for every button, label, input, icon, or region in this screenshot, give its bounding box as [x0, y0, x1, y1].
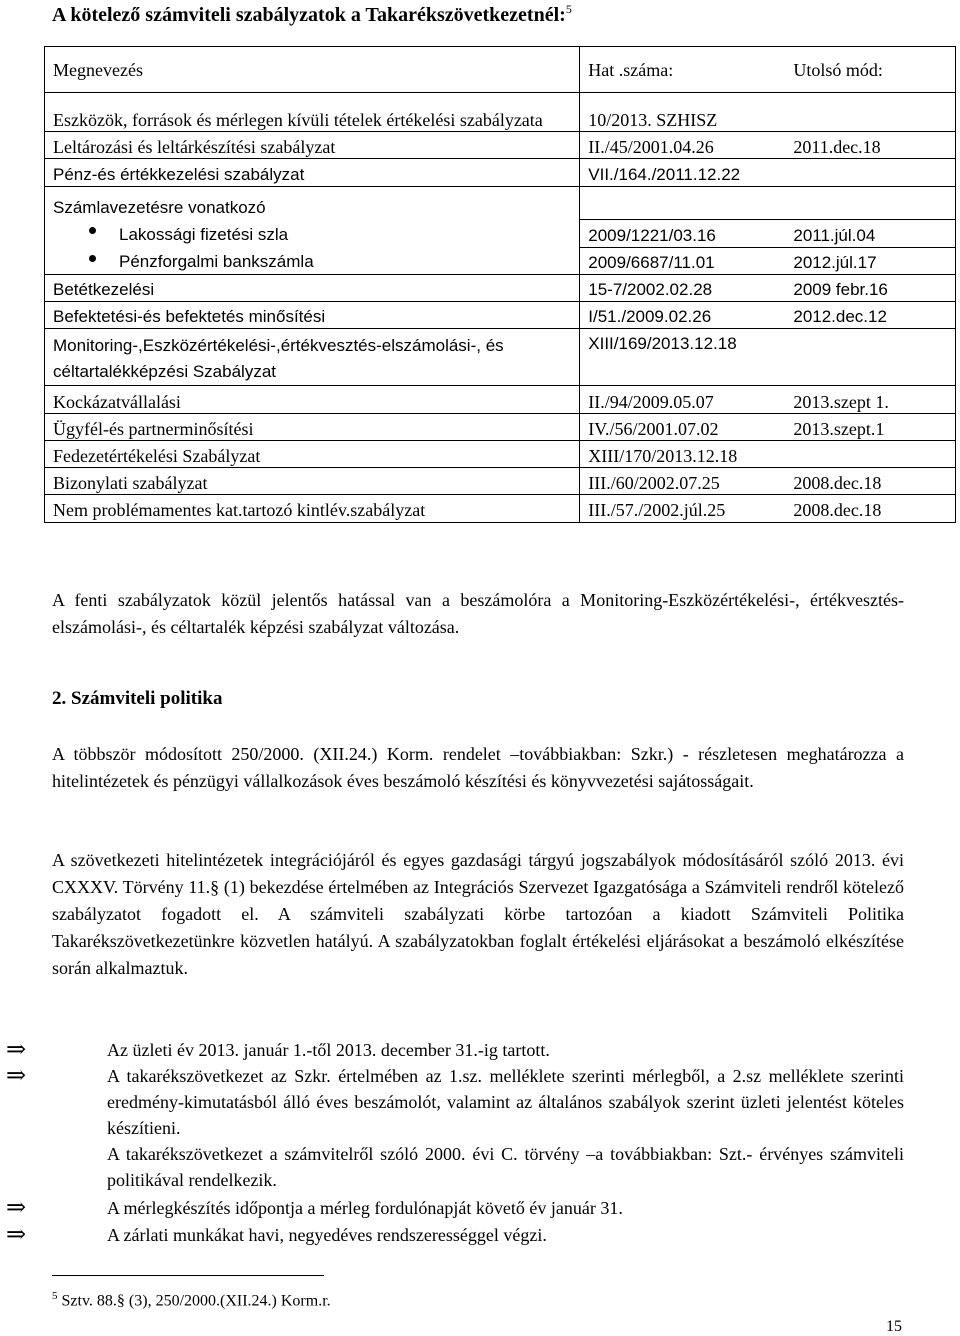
- list-item: A zárlati munkákat havi, negyedéves rendszerességgel végzi.: [107, 1225, 547, 1245]
- row-date: [785, 187, 955, 220]
- row-name: [45, 219, 580, 247]
- row-number: XIII/170/2013.12.18: [580, 440, 786, 467]
- table-row: [45, 219, 956, 247]
- arrow-icon: ⇒: [6, 1195, 27, 1221]
- row-number: III./57./2002.júl.25: [580, 494, 786, 522]
- row-name: [45, 328, 580, 385]
- bullet-icon: [89, 227, 96, 234]
- row-number: II./94/2009.05.07: [580, 385, 786, 413]
- row-name: Betétkezelési: [45, 274, 580, 301]
- row-date: [785, 440, 955, 467]
- row-number: III./60/2002.07.25: [580, 467, 786, 494]
- list-item: A takarékszövetkezet az Szkr. értelmében az 1.sz. melléklete szerinti mérlegből, a 2.sz melléklete szerinti eredmény-kimutatásból álló éves beszámolót, valamint az általános szabályok szerint üzleti jelentést köteles készítieni.: [107, 1066, 904, 1138]
- table-row: [45, 247, 956, 274]
- row-date: 2013.szept.1: [785, 413, 955, 440]
- row-number: 2009/1221/03.16: [580, 219, 786, 247]
- row-name: Kockázatvállalási: [45, 385, 580, 413]
- document-title: [52, 4, 572, 27]
- row-number: [580, 187, 786, 220]
- row-date: [785, 159, 955, 187]
- table-row: [45, 385, 956, 413]
- table-row: [45, 301, 956, 328]
- row-name-text: Lakossági fizetési szla: [119, 225, 289, 244]
- table-row: [45, 413, 956, 440]
- row-date: 2012.dec.12: [785, 301, 955, 328]
- row-number: XIII/169/2013.12.18: [580, 328, 786, 385]
- arrow-icon: ⇒: [6, 1063, 27, 1089]
- footnote-separator: [52, 1275, 324, 1276]
- row-name: [45, 93, 580, 132]
- row-name: Leltározási és leltárkészítési szabályzat: [45, 132, 580, 159]
- page-number: 15: [886, 1318, 902, 1335]
- row-date: 2012.júl.17: [785, 247, 955, 274]
- row-number: 10/2013. SZHISZ: [580, 93, 786, 132]
- list-item: A mérlegkészítés időpontja a mérleg fordulónapját követő év január 31.: [107, 1198, 623, 1218]
- row-name: Bizonylati szabályzat: [45, 467, 580, 494]
- arrow-icon: ⇒: [6, 1222, 27, 1248]
- row-number: II./45/2001.04.26: [580, 132, 786, 159]
- table-row: [45, 187, 956, 220]
- row-name: Pénz-és értékkezelési szabályzat: [45, 159, 580, 187]
- row-number: I/51./2009.02.26: [580, 301, 786, 328]
- row-date: 2008.dec.18: [785, 494, 955, 522]
- row-name: Befektetési-és befektetés minősítési: [45, 301, 580, 328]
- title-footnote-ref: 5: [565, 2, 572, 16]
- row-date: [785, 93, 955, 132]
- footnote-ref: 5: [52, 1290, 58, 1302]
- table-row: [45, 440, 956, 467]
- row-date: [785, 328, 955, 385]
- table-row: [45, 132, 956, 159]
- row-date: 2011.dec.18: [785, 132, 955, 159]
- row-number: IV./56/2001.07.02: [580, 413, 786, 440]
- title-text: A kötelező számviteli szabályzatok a Takarékszövetkezetnél:: [52, 4, 566, 26]
- table-row: [45, 93, 956, 132]
- header-date: Utolsó mód:: [785, 47, 955, 93]
- table-row: [45, 494, 956, 522]
- list-item: A takarékszövetkezet a számvitelről szóló 2000. évi C. törvény –a továbbiakban: Szt.- érvényes számviteli politikával rendelkezik.: [107, 1144, 904, 1190]
- row-number: 15-7/2002.02.28: [580, 274, 786, 301]
- paragraph-integration: A szövetkezeti hitelintézetek integrációjáról és egyes gazdasági tárgyú jogszabályok módosításáról szóló 2013. évi CXXXV. Törvény 11.§ (1) bekezdése értelmében az Integrációs Szervezet Igazgatósága a Számviteli rendről kötelező szabályzatot fogadott el. A számviteli szabályzati körbe tartozóan a kiadott Számviteli Politika Takarékszövetkezetünkre közvetlen hatályú. A szabályzatokban foglalt értékelési eljárásokat a beszámoló elkészítése során alkalmaztuk.: [52, 850, 904, 978]
- row-number: 2009/6687/11.01: [580, 247, 786, 274]
- row-name: Fedezetértékelési Szabályzat: [45, 440, 580, 467]
- paragraph-impact: A fenti szabályzatok közül jelentős hatással van a beszámolóra a Monitoring-Eszközértékelési-, értékvesztés-elszámolási-, és céltartalék képzési szabályzat változása.: [52, 590, 904, 637]
- row-name: [45, 247, 580, 274]
- table-row: [45, 274, 956, 301]
- paragraph-regulation: A többször módosított 250/2000. (XII.24.) Korm. rendelet –továbbiakban: Szkr.) - részletesen meghatározza a hitelintézetek és pénzügyi vállalkozások éves beszámoló készítési és könyvvezetési sajátosságait.: [52, 744, 904, 791]
- row-name-text: Monitoring-,Eszközértékelési-,értékvesztés-elszámolási-, és céltartalékképzési Szabályzat: [53, 335, 504, 381]
- row-date: 2013.szept 1.: [785, 385, 955, 413]
- row-name-text: Pénzforgalmi bankszámla: [119, 252, 314, 271]
- row-number: VII./164./2011.12.22: [580, 159, 786, 187]
- row-date: 2008.dec.18: [785, 467, 955, 494]
- header-name: Megnevezés: [45, 47, 580, 93]
- arrow-icon: ⇒: [6, 1037, 27, 1063]
- row-date: 2009 febr.16: [785, 274, 955, 301]
- row-name: Számlavezetésre vonatkozó: [45, 187, 580, 220]
- header-number: Hat .száma:: [580, 47, 786, 93]
- regulations-table: [44, 46, 956, 523]
- row-name: Ügyfél-és partnerminősítési: [45, 413, 580, 440]
- bullet-icon: [89, 255, 96, 262]
- footnote: [52, 1290, 331, 1310]
- table-header-row: [45, 47, 956, 93]
- row-name: Nem problémamentes kat.tartozó kintlév.szabályzat: [45, 494, 580, 522]
- table-row: [45, 159, 956, 187]
- section-heading: 2. Számviteli politika: [52, 688, 223, 709]
- row-date: 2011.júl.04: [785, 219, 955, 247]
- footnote-text: Sztv. 88.§ (3), 250/2000.(XII.24.) Korm.r.: [61, 1292, 331, 1310]
- row-name-text: Eszközök, források és mérlegen kívüli tételek értékelési szabályzata: [53, 110, 543, 130]
- table-row: [45, 328, 956, 385]
- table-row: [45, 467, 956, 494]
- list-item: Az üzleti év 2013. január 1.-től 2013. december 31.-ig tartott.: [107, 1040, 550, 1060]
